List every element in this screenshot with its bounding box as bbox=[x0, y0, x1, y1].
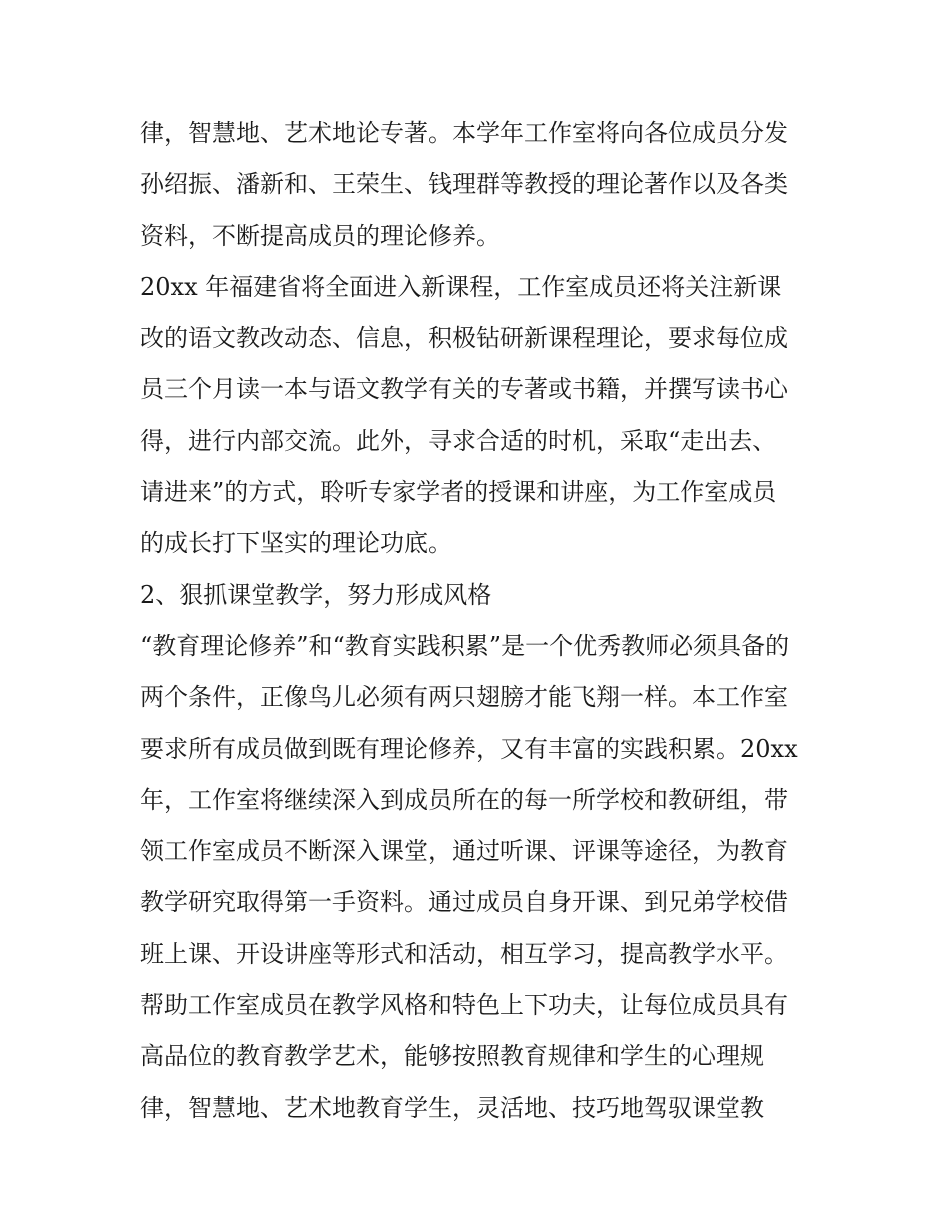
text-line: 律，智慧地、艺术地教育学生，灵活地、技巧地驾驭课堂教 bbox=[140, 1093, 764, 1122]
text-line: 要求所有成员做到既有理论修养，又有丰富的实践积累。20xx bbox=[140, 734, 798, 763]
text-line: 班上课、开设讲座等形式和活动，相互学习，提高教学水平。 bbox=[140, 939, 788, 968]
text-line: 律，智慧地、艺术地论专著。本学年工作室将向各位成员分发 bbox=[140, 119, 788, 147]
text-line: 请进来”的方式，聆听专家学者的授课和讲座，为工作室成员 bbox=[140, 478, 777, 507]
text-line: 资料，不断提高成员的理论修养。 bbox=[140, 221, 500, 250]
text-line: 20xx 年福建省将全面进入新课程，工作室成员还将关注新课 bbox=[140, 272, 782, 301]
text-line: 的成长打下坚实的理论功底。 bbox=[140, 529, 452, 558]
text-line: 改的语文教改动态、信息，积极钻研新课程理论，要求每位成 bbox=[140, 324, 788, 353]
text-line: 年，工作室将继续深入到成员所在的每一所学校和教研组，带 bbox=[140, 785, 788, 814]
text-line: 教学研究取得第一手资料。通过成员自身开课、到兄弟学校借 bbox=[140, 888, 788, 917]
text-line: 领工作室成员不断深入课堂，通过听课、评课等途径，为教育 bbox=[140, 837, 788, 866]
body-text bbox=[140, 108, 820, 1134]
text-line: 孙绍振、潘新和、王荣生、钱理群等教授的理论著作以及各类 bbox=[140, 170, 788, 199]
text-line: “教育理论修养”和“教育实践积累”是一个优秀教师必须具备的 bbox=[140, 631, 790, 660]
text-line: 得，进行内部交流。此外，寻求合适的时机，采取“走出去、 bbox=[140, 426, 777, 455]
section-heading: 2、狠抓课堂教学，努力形成风格 bbox=[140, 580, 492, 609]
text-line: 高品位的教育教学艺术，能够按照教育规律和学生的心理规 bbox=[140, 1042, 764, 1071]
text-line: 两个条件，正像鸟儿必须有两只翅膀才能飞翔一样。本工作室 bbox=[140, 683, 788, 712]
text-line: 帮助工作室成员在教学风格和特色上下功夫，让每位成员具有 bbox=[140, 991, 788, 1020]
text-line: 员三个月读一本与语文教学有关的专著或书籍，并撰写读书心 bbox=[140, 375, 788, 404]
